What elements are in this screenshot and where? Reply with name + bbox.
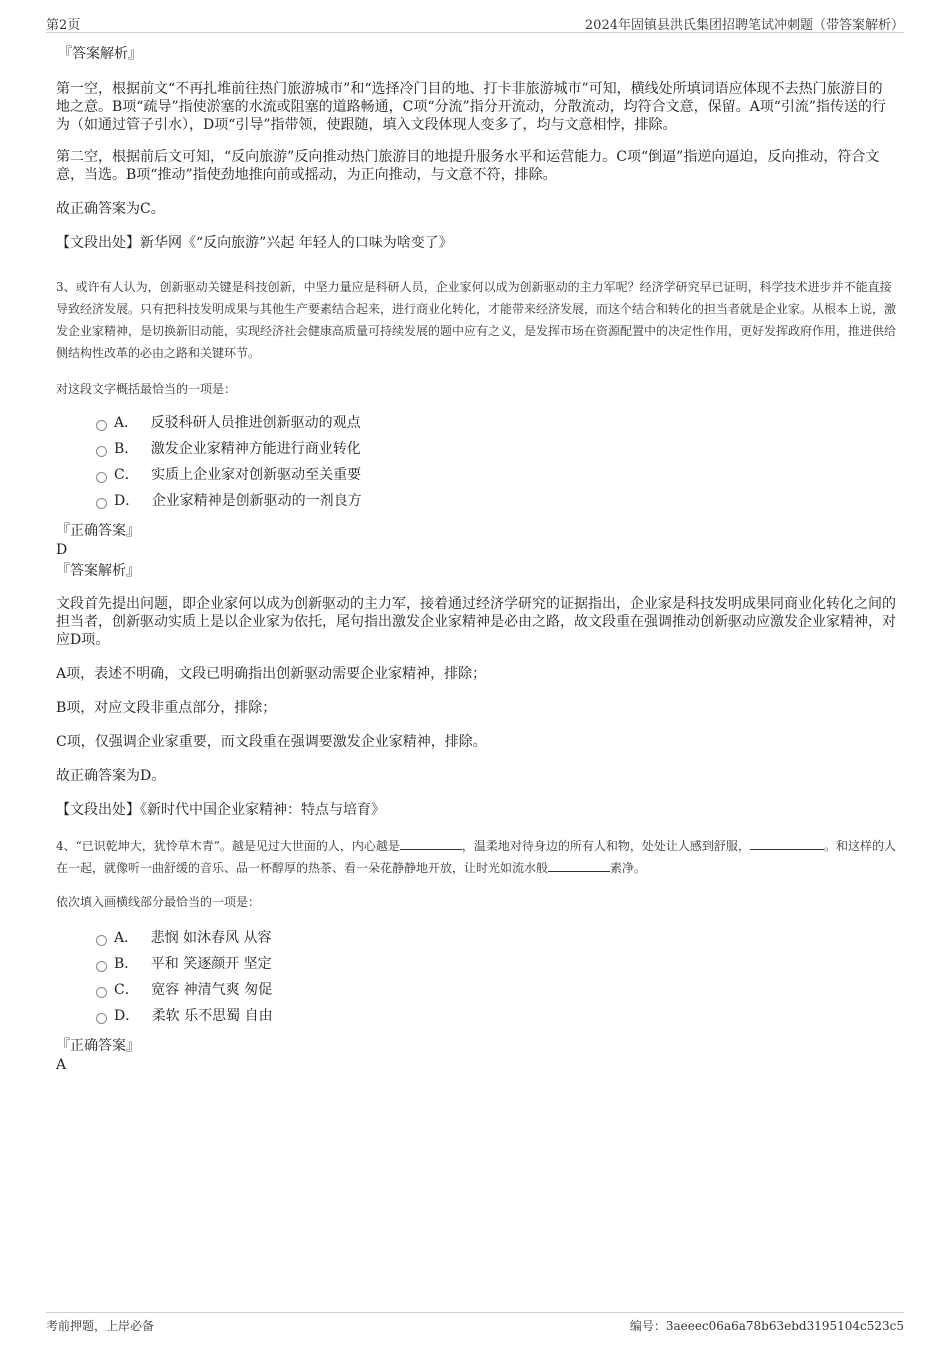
page-number: 第2页 [46, 18, 81, 33]
q4-stem-part3: 。和这样的人在一起，就像听一曲舒缓的音乐、品一杯醇厚的热茶、看一朵花静静地开放，让时光如流水般 [56, 839, 896, 875]
q2-analysis-p1: 第一空，根据前文“不再扎堆前往热门旅游城市”和“选择冷门目的地、打卡非旅游城市”可知，横线处所填词语应体现不去热门旅游目的地之意。B项“疏导”指使淤塞的水流或阻塞的道路畅通，C项“分流”指分开流动，分散流动，均符合文意，保留。A项“引流”指传送的行为（如通过管子引水），D项“引导”指带领，使跟随，填入文段体现人变多了，均与文意相悖，排除。 [56, 81, 887, 133]
option-text: 悲悯 如沐春风 从容 [150, 930, 272, 946]
q4-option-c[interactable] [56, 980, 896, 1000]
option-text: 实质上企业家对创新驱动至关重要 [151, 467, 362, 483]
blank-line [400, 837, 462, 850]
option-key: A． [114, 930, 139, 946]
document-id: 编号：3aeeec06a6a78b63ebd3195104c523c5 [629, 1319, 904, 1333]
q4-option-a[interactable] [56, 928, 896, 948]
q2-conclusion: 故正确答案为C。 [56, 201, 165, 217]
q3-correct-answer: D [56, 542, 68, 558]
q3-correct-label: 『正确答案』 [56, 523, 140, 539]
option-key: B． [114, 441, 139, 457]
q4-stem [56, 835, 896, 879]
q4-options [56, 928, 896, 1026]
footer-slogan: 考前押题，上岸必备 [46, 1319, 155, 1333]
q4-correct-answer: A [56, 1057, 67, 1073]
option-text: 激发企业家精神方能进行商业转化 [150, 441, 361, 457]
q2-source: 【文段出处】新华网《“反向旅游”兴起 年轻人的口味为啥变了》 [56, 235, 453, 251]
option-key: B． [114, 956, 139, 972]
radio-button[interactable] [96, 987, 107, 998]
radio-button[interactable] [96, 961, 107, 972]
option-text: 宽容 神清气爽 匆促 [151, 982, 273, 998]
option-key: C． [114, 982, 139, 998]
blank-line [750, 837, 824, 850]
q4-option-b[interactable] [56, 954, 896, 974]
q3-option-d[interactable] [56, 491, 896, 511]
q3-conclusion: 故正确答案为D。 [56, 768, 166, 784]
q4-stem-part1: 4、“已识乾坤大，犹怜草木青”。越是见过大世面的人，内心越是 [56, 839, 400, 853]
q3-analysis-b: B项，对应文段非重点部分，排除； [56, 700, 277, 716]
q3-options [56, 413, 896, 511]
option-text: 平和 笑逐颜开 坚定 [150, 956, 272, 972]
radio-button[interactable] [96, 446, 107, 457]
radio-button[interactable] [96, 1013, 107, 1024]
option-key: A． [114, 415, 139, 431]
option-key: C． [114, 467, 139, 483]
radio-button[interactable] [96, 472, 107, 483]
q3-option-a[interactable] [56, 413, 896, 433]
page-content [56, 44, 896, 1074]
blank-line [548, 859, 610, 872]
q3-option-c[interactable] [56, 465, 896, 485]
q3-analysis-p1: 文段首先提出问题，即企业家何以成为创新驱动的主力军，接着通过经济学研究的证据指出，企业家是科技发明成果同商业化转化之间的担当者，创新驱动实质上是以企业家为依托，尾句指出激发企业家精神是必由之路，故文段重在强调推动创新驱动应激发企业家精神，对应D项。 [56, 596, 896, 648]
q2-analysis-label: 『答案解析』 [58, 46, 142, 62]
q4-stem-part4: 素净。 [610, 861, 647, 875]
q3-analysis-a: A项，表述不明确，文段已明确指出创新驱动需要企业家精神，排除； [56, 666, 487, 682]
option-text: 企业家精神是创新驱动的一剂良方 [151, 493, 362, 509]
q4-prompt: 依次填入画横线部分最恰当的一项是： [56, 895, 261, 909]
page-header [46, 12, 904, 33]
q4-stem-part2: ，温柔地对待身边的所有人和物，处处让人感到舒服， [461, 839, 750, 853]
radio-button[interactable] [96, 498, 107, 509]
q3-stem: 3、或许有人认为，创新驱动关键是科技创新，中坚力量应是科研人员，企业家何以成为创新驱动的主力军呢？经济学研究早已证明，科学技术进步并不能直接导致经济发展。只有把科技发明成果与其他生产要素结合起来，进行商业化转化，才能带来经济发展，而这个结合和转化的担当者就是企业家。从根本上说，激发企业家精神，是切换新旧动能，实现经济社会健康高质量可持续发展的题中应有之义，是发挥市场在资源配置中的决定性作用，更好发挥政府作用，推进供给侧结构性改革的必由之路和关键环节。 [56, 280, 897, 360]
radio-button[interactable] [96, 935, 107, 946]
q3-source: 【文段出处】《新时代中国企业家精神：特点与培育》 [56, 802, 385, 818]
q3-prompt: 对这段文字概括最恰当的一项是： [56, 382, 237, 396]
option-text: 反驳科研人员推进创新驱动的观点 [150, 415, 361, 431]
option-text: 柔软 乐不思蜀 自由 [151, 1008, 273, 1024]
radio-button[interactable] [96, 420, 107, 431]
q4-option-d[interactable] [56, 1006, 896, 1026]
page-footer [46, 1312, 904, 1335]
option-key: D． [114, 493, 140, 509]
q3-analysis-c: C项，仅强调企业家重要，而文段重在强调要激发企业家精神，排除。 [56, 734, 487, 750]
document-title: 2024年固镇县洪氏集团招聘笔试冲刺题（带答案解析） [584, 18, 904, 33]
q2-analysis-p2: 第二空，根据前后文可知，“反向旅游”反向推动热门旅游目的地提升服务水平和运营能力。C项“倒逼”指逆向逼迫，反向推动，符合文意，当选。B项“推动”指使劲地推向前或摇动，为正向推动，与文意不符，排除。 [56, 149, 880, 183]
option-key: D． [114, 1008, 140, 1024]
q3-option-b[interactable] [56, 439, 896, 459]
q3-analysis-label: 『答案解析』 [56, 563, 140, 579]
q4-correct-label: 『正确答案』 [56, 1038, 140, 1054]
